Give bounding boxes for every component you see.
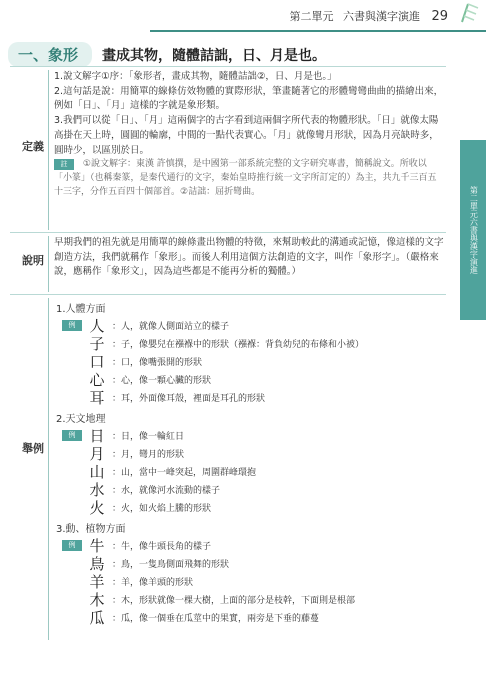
header-title: 六書與漢字演進 [342,10,420,23]
example-list [62,536,442,626]
section-label: 一、象形 [8,42,92,67]
side-tab-line-2: 六書與 [469,218,479,242]
definition-block [54,70,444,200]
example-text: ：木，形狀就像一棵大樹，上面的部分是枝幹，下面則是根部 [112,595,356,606]
example-text: ：口，像嘴張開的形狀 [112,357,203,368]
example-row [62,444,442,462]
page-header [289,8,448,24]
label-explanation: 說明 [22,254,44,267]
example-row [62,334,442,352]
definition-item: 1.說文解字①序：「象形者，畫成其物，隨體詰詘②，日、月是也。」 [54,71,337,82]
section-definition: 畫成其物，隨體詰詘，日、月是也。 [102,47,327,64]
explanation-text: 早期我們的祖先就是用簡單的線條畫出物體的特徵，來幫助較此的溝通或記憶，像這樣的文字創造方法，我們就稱作「象形」。而後人利用這個方法創造的文字，叫作「象形字」。（嚴格來說，應稱作「象形文」，因為這些都是不能再分析的獨體。） [54,237,444,278]
label-definition: 定義 [22,140,44,153]
example-row [62,388,442,406]
bamboo-icon [458,2,482,24]
example-row [62,370,442,388]
side-tab-line-1: 第二單元 [469,186,479,218]
header-unit: 第二單元 [289,10,334,23]
ancient-glyph: 火 [89,498,105,517]
ancient-glyph: 口 [89,352,105,371]
label-examples: 舉例 [22,442,44,455]
column-rule [48,236,49,292]
example-tag: 例 [62,430,82,441]
example-text: ：日，像一輪紅日 [112,431,185,442]
example-text: ：人，就像人側面站立的樣子 [112,321,230,332]
example-text: ：火，如火焰上騰的形狀 [112,503,212,514]
ancient-glyph: 心 [89,370,105,389]
example-text: ：牛，像牛頭長角的樣子 [112,541,212,552]
example-list [62,426,442,516]
example-text: ：子，像嬰兒在襁褓中的形狀（襁褓：背負幼兒的布條和小被） [112,339,365,350]
ancient-glyph: 日 [89,426,105,445]
column-rule [48,70,49,230]
example-group-heading: 2.天文地理 [56,414,106,425]
example-text: ：水，就像河水流動的樣子 [112,485,221,496]
example-row [62,462,442,480]
example-text: ：鳥，一隻鳥側面飛舞的形狀 [112,559,230,570]
divider [10,66,446,67]
example-list [62,316,442,406]
ancient-glyph: 子 [89,334,105,353]
ancient-glyph: 鳥 [89,554,105,573]
definition-item: 3.我們可以從「日」、「月」這兩個字的古字看到這兩個字所代表的物體形狀。「日」就像太陽高掛在天上時，圓圓的輪廓，中間的一點代表實心。「月」就像彎月形狀，因為月亮缺時多，圓時少，以區別於日。 [54,115,439,156]
page-number: 29 [431,9,448,24]
definition-item: 2.這句話是說：用簡單的線條仿效物體的實際形狀，筆畫隨著它的形體彎彎曲曲的描繪出來，例如「日」、「月」這樣的字就是象形類。 [54,85,444,112]
side-tab-line-3: 漢字演進 [469,242,479,274]
ancient-glyph: 月 [89,444,105,463]
example-text: ：耳，外面像耳殼，裡面是耳孔的形狀 [112,393,266,404]
example-row [62,316,442,334]
ancient-glyph: 人 [89,316,105,335]
example-row [62,554,442,572]
example-group-heading: 3.動、植物方面 [56,524,126,535]
example-tag: 例 [62,320,82,331]
example-text: ：瓜，像一個垂在瓜莖中的果實，兩旁是下垂的藤蔓 [112,613,320,624]
side-tab [460,140,486,320]
example-text: ：山，當中一峰突起，周圍群峰環抱 [112,467,257,478]
example-row [62,572,442,590]
example-tag: 例 [62,540,82,551]
column-rule [48,298,49,640]
example-text: ：羊，像羊頭的形狀 [112,577,194,588]
example-row [62,498,442,516]
explanation-block [54,236,444,280]
divider [10,294,446,295]
example-row [62,536,442,554]
example-row [62,480,442,498]
ancient-glyph: 羊 [89,572,105,591]
example-text: ：心，像一顆心臟的形狀 [112,375,212,386]
example-row [62,352,442,370]
divider [10,232,446,233]
ancient-glyph: 牛 [89,536,105,555]
example-text: ：月，彎月的形狀 [112,449,185,460]
definition-note [54,158,444,200]
ancient-glyph: 耳 [89,388,105,407]
example-row [62,590,442,608]
note-tag: 註 [54,159,74,170]
ancient-glyph: 山 [89,462,105,481]
example-group-heading: 1.人體方面 [56,304,106,315]
header-rule [150,30,486,32]
ancient-glyph: 水 [89,480,105,499]
ancient-glyph: 瓜 [89,608,105,627]
note-text: ①說文解字：東漢 許慎撰，是中國第一部系統完整的文字研究專書，簡稱說文。所收以「小篆」（也稱秦篆，是秦代通行的文字，秦始皇時推行統一文字所訂定的）為主，共九千三百五十三字，分作五百四十個部首。②詰詘：屈折彎曲。 [54,159,437,198]
example-row [62,608,442,626]
ancient-glyph: 木 [89,590,105,609]
example-row [62,426,442,444]
section-title [8,42,326,67]
